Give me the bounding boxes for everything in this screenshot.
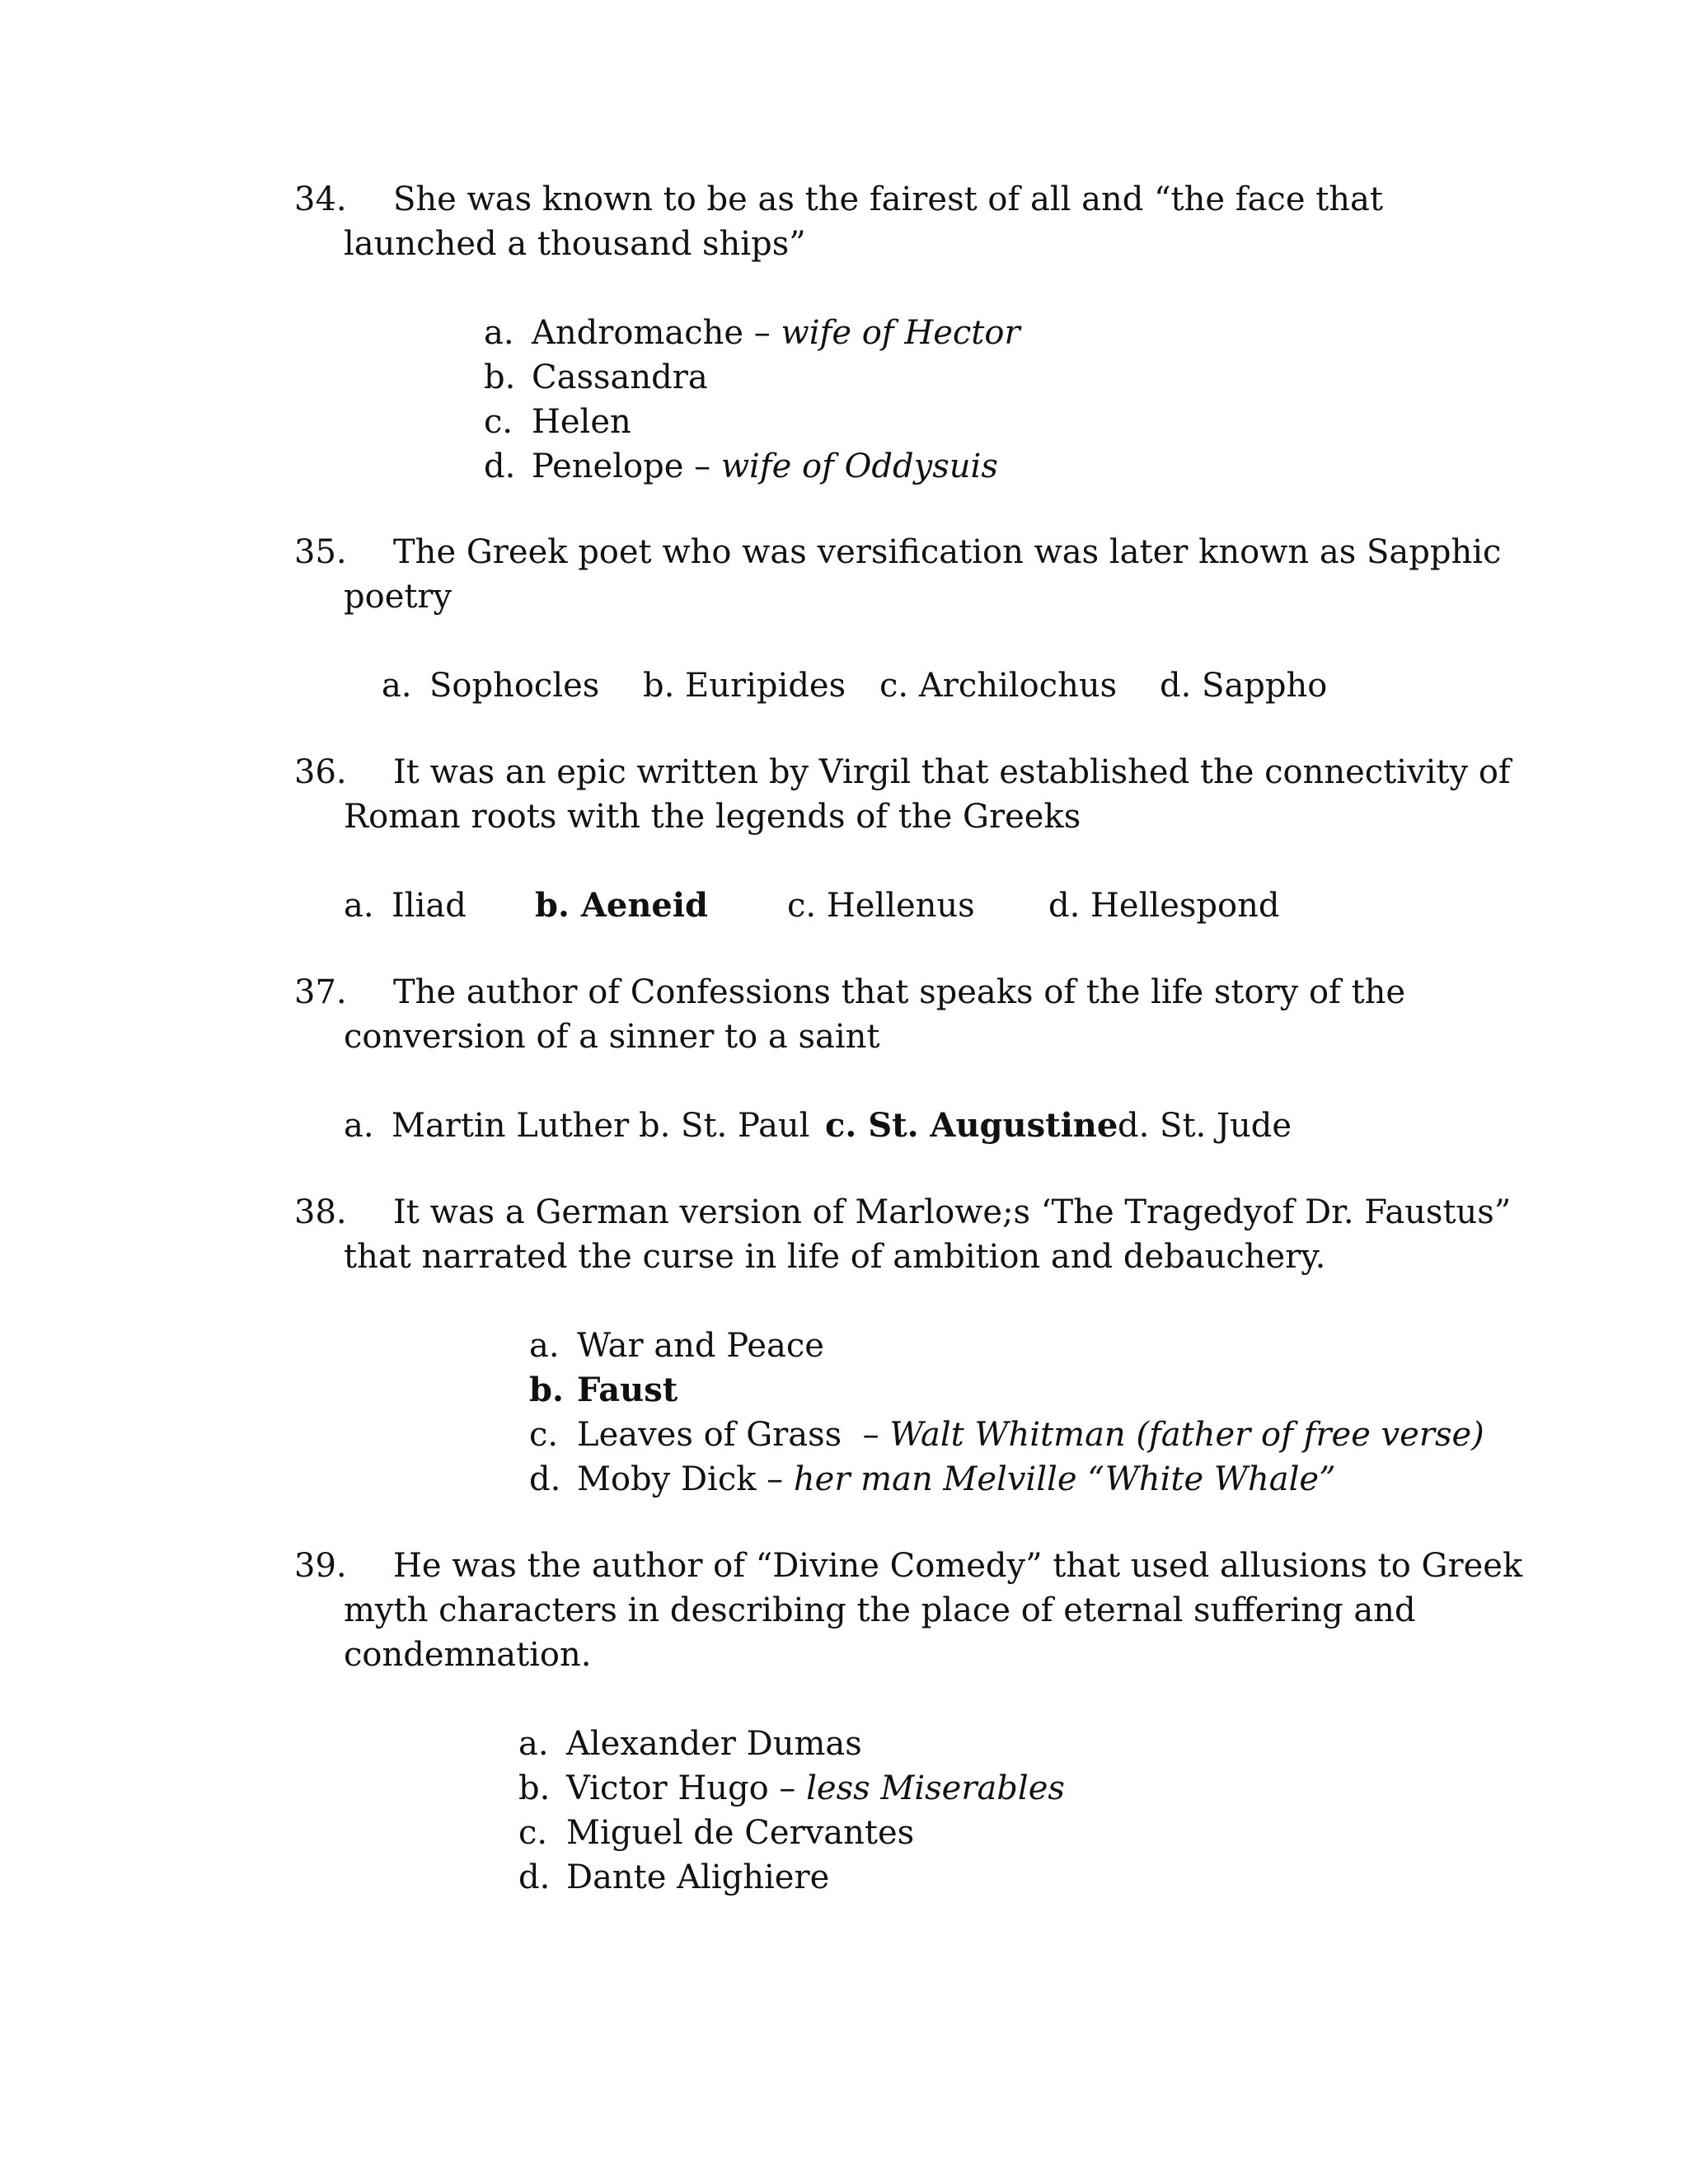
option-text: Alexander Dumas <box>566 1725 862 1763</box>
option-text: Faust <box>577 1371 678 1409</box>
question-39 <box>294 1547 1523 1585</box>
option-36c <box>787 887 975 925</box>
option-36d <box>1048 887 1280 925</box>
option-letter: a. <box>484 314 514 352</box>
option-letter: a. <box>382 667 412 705</box>
question-number: 34. <box>294 180 347 218</box>
option-letter: c. <box>879 667 909 705</box>
question-36 <box>294 753 1511 791</box>
option-38a <box>529 1327 824 1365</box>
option-note: wife of Hector <box>781 314 1020 352</box>
option-text: Hellenus <box>826 887 975 925</box>
question-35 <box>294 533 1502 571</box>
option-38d <box>529 1460 1336 1498</box>
option-39d <box>518 1858 830 1896</box>
option-35a <box>382 667 600 705</box>
option-letter: c. <box>518 1814 548 1852</box>
option-text: St. Augustine <box>868 1106 1118 1145</box>
question-text-continued: poetry <box>344 578 452 616</box>
option-letter: a. <box>529 1327 560 1365</box>
option-letter: c. <box>825 1106 857 1145</box>
option-text: Cassandra <box>532 359 708 396</box>
option-letter: d. <box>484 448 516 485</box>
option-text: Hellespond <box>1090 887 1280 925</box>
option-37d <box>1118 1107 1292 1145</box>
option-letter: d. <box>1160 667 1192 705</box>
question-number: 37. <box>294 973 347 1011</box>
question-number: 39. <box>294 1547 347 1585</box>
option-letter: a. <box>344 887 374 925</box>
question-text: She was known to be as the fairest of all and “the face that <box>393 180 1383 218</box>
option-letter: c. <box>787 887 817 925</box>
option-letter: c. <box>529 1416 559 1454</box>
option-36b <box>535 886 709 925</box>
option-text: Euripides <box>685 667 846 705</box>
option-34d <box>484 450 998 483</box>
option-letter: c. <box>484 403 513 441</box>
option-text: Andromache – <box>532 314 781 352</box>
option-note: wife of Oddysuis <box>720 448 998 485</box>
option-37b <box>639 1107 810 1145</box>
question-number: 35. <box>294 533 347 571</box>
question-text-continued: myth characters in describing the place of eternal suffering and <box>344 1591 1416 1629</box>
option-note: less Miserables <box>806 1769 1065 1807</box>
question-34 <box>294 180 1383 218</box>
option-text: Iliad <box>392 887 467 925</box>
option-letter: d. <box>1118 1107 1150 1145</box>
option-36a <box>344 887 467 925</box>
question-text: He was the author of “Divine Comedy” that used allusions to Greek <box>393 1547 1523 1585</box>
option-text: St. Paul <box>681 1107 810 1145</box>
option-text: Sappho <box>1202 667 1328 705</box>
option-35d <box>1160 667 1328 705</box>
option-35b <box>643 667 846 705</box>
question-text: The Greek poet who was versification was later known as Sapphic <box>393 533 1502 571</box>
option-letter: a. <box>518 1725 549 1763</box>
option-34a <box>484 314 1020 352</box>
option-39c <box>518 1814 915 1852</box>
option-38c <box>529 1416 1484 1454</box>
question-38 <box>294 1193 1512 1231</box>
question-text-continued: conversion of a sinner to a saint <box>344 1018 880 1056</box>
question-text: It was an epic written by Virgil that established the connectivity of <box>393 753 1511 791</box>
question-text-continued: condemnation. <box>344 1636 592 1674</box>
question-text-continued: that narrated the curse in life of ambition and debauchery. <box>344 1238 1326 1276</box>
option-letter: b. <box>643 667 675 705</box>
question-37 <box>294 973 1406 1011</box>
option-35c <box>879 667 1118 705</box>
option-text: Martin Luther <box>392 1107 630 1145</box>
option-39a <box>518 1725 862 1763</box>
option-text: St. Jude <box>1160 1107 1292 1145</box>
option-text: War and Peace <box>577 1327 824 1365</box>
option-letter: d. <box>518 1858 551 1896</box>
option-text: Leaves of Grass – <box>577 1416 890 1454</box>
question-number: 36. <box>294 753 347 791</box>
option-text: Penelope – <box>532 448 721 485</box>
option-note: Walt Whitman (father of free verse) <box>889 1416 1484 1454</box>
option-letter: d. <box>529 1460 561 1498</box>
question-text-continued: launched a thousand ships” <box>344 225 806 263</box>
option-text: Dante Alighiere <box>566 1858 830 1896</box>
option-text: Moby Dick – <box>577 1460 794 1498</box>
option-38b <box>529 1371 678 1409</box>
option-39b <box>518 1769 1065 1807</box>
option-letter: a. <box>344 1107 374 1145</box>
option-text: Miguel de Cervantes <box>566 1814 915 1852</box>
option-text: Archilochus <box>918 667 1118 705</box>
option-text: Victor Hugo – <box>566 1769 807 1807</box>
option-text: Helen <box>532 403 631 441</box>
question-text-continued: Roman roots with the legends of the Greeks <box>344 798 1081 836</box>
option-letter: b. <box>518 1769 551 1807</box>
option-text: Sophocles <box>429 667 600 705</box>
option-37c <box>825 1106 1118 1145</box>
option-letter: b. <box>639 1107 671 1145</box>
option-34c <box>484 403 631 441</box>
option-37a <box>344 1107 630 1145</box>
question-number: 38. <box>294 1193 347 1231</box>
option-letter: b. <box>535 886 570 925</box>
option-letter: b. <box>529 1371 564 1409</box>
question-text: The author of Confessions that speaks of the life story of the <box>393 973 1406 1011</box>
option-text: Aeneid <box>580 886 709 925</box>
question-text: It was a German version of Marlowe;s ‘The Tragedyof Dr. Faustus” <box>393 1193 1512 1231</box>
option-letter: b. <box>484 359 516 396</box>
option-letter: d. <box>1048 887 1081 925</box>
option-note: her man Melville “White Whale” <box>793 1460 1336 1498</box>
option-34b <box>484 361 708 394</box>
